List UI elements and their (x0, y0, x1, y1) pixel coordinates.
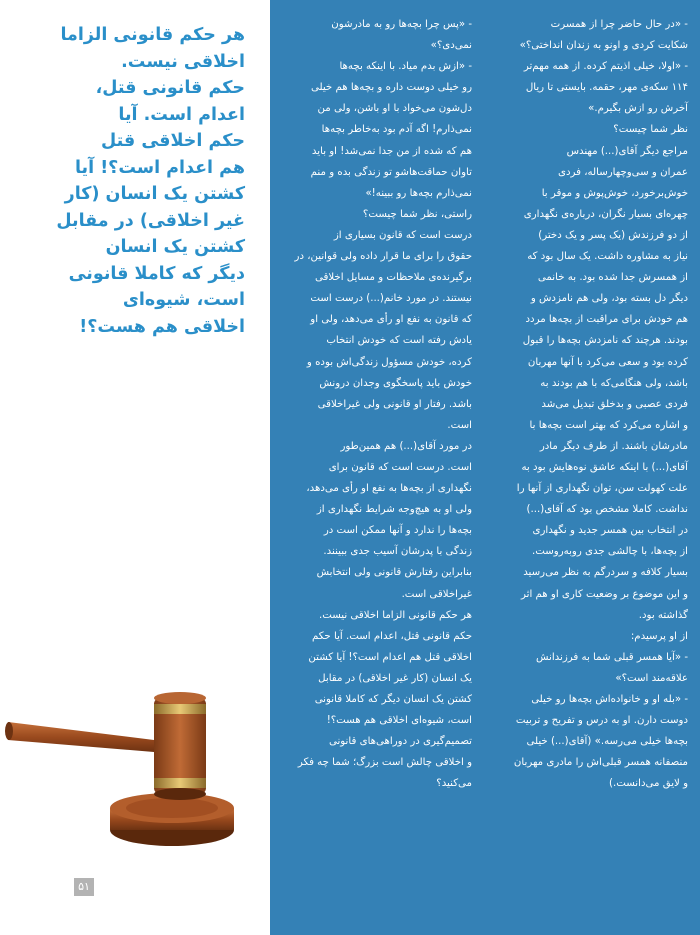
text-line: نیستند. در مورد خانم(...) درست است (310, 293, 472, 305)
text-line: برگیرنده‌ی ملاحظات و مسایل اخلاقی (314, 272, 472, 284)
text-line: - «اولا، خیلی اذیتم کرده. از همه مهم‌تر (523, 61, 688, 73)
text-line: خودش باید پاسخگوی وجدان درونش (319, 377, 472, 389)
text-line: است. (447, 419, 472, 431)
text-line: مادرشان باشند. از طرف دیگر مادر (539, 440, 688, 452)
text-line: گذاشته بود. (638, 609, 688, 621)
pull-quote-line: کشتن یک انسان (105, 237, 245, 257)
text-line: و اخلاقی چالش است بزرگ؛ شما چه فکر (297, 757, 472, 769)
text-line: - «ازش بدم میاد. با اینکه بچه‌ها (339, 61, 472, 73)
text-column-left (287, 14, 472, 794)
text-line: که قانون به نفع او رأی می‌دهد، ولی او (310, 314, 472, 326)
text-line: خوش‌برخورد، خوش‌پوش و موقر با (541, 187, 688, 199)
text-line: زندگی با پدرشان آسیب جدی ببینند. (323, 546, 472, 558)
text-line: باشد، ولی هنگامی‌که با هم بودند به (540, 377, 688, 389)
text-line: نیاز به مشاوره داشت. یک سال بود که (527, 251, 688, 263)
text-line: رو خیلی دوست داره و بچه‌ها هم خیلی (310, 82, 472, 94)
text-line: باشد. رفتار او قانونی ولی غیراخلاقی (317, 398, 472, 410)
pull-quote-line: اخلاقی نیست. (121, 51, 245, 72)
text-line: از او پرسیدم: (630, 630, 688, 642)
text-line: فردی عصبی و بدخلق تبدیل می‌شد (541, 398, 688, 410)
text-line: شکایت کردی و اونو به زندان انداختی؟» (519, 40, 688, 52)
text-line: علت کهولت سن، توان نگهداری از آنها را (516, 483, 688, 495)
text-line: حقوق را برای ما قرار داده ولی قوانین، در (294, 251, 472, 263)
text-line: آقای(...) با اینکه عاشق نوه‌هایش بود به (521, 461, 688, 473)
pull-quote-line: اعدام است. آیا (118, 104, 245, 125)
text-line: و اشاره می‌کرد که بهتر است بچه‌ها با (529, 419, 688, 431)
text-line: نگهداری از بچه‌ها به نفع او رأی می‌دهد، (306, 483, 472, 495)
text-line: چهره‌ای بسیار نگران، درباره‌ی نگهداری (523, 208, 688, 220)
pull-quote (40, 22, 245, 340)
text-line: هم خودش برای مراقبت از بچه‌ها مردد (525, 314, 688, 326)
text-line: کرده، خودش مسؤول زندگی‌اش بوده و (306, 356, 472, 368)
text-line: از دو فرزندش (یک پسر و یک دختر) (538, 229, 688, 241)
pull-quote-line: هم اعدام است؟! آیا (74, 157, 245, 178)
text-line: کشتن یک انسان دیگر که کاملا قانونی (314, 694, 472, 705)
article-panel (270, 0, 700, 935)
text-line: نمی‌ذارم! اگه آدم بود به‌خاطر بچه‌ها (321, 124, 472, 136)
text-line: در انتخاب بین همسر جدید و نگهداری (532, 525, 688, 537)
text-line: مراجع دیگر آقای(...) مهندس (566, 145, 688, 157)
gavel-illustration (4, 658, 256, 858)
text-line: بسیار کلافه و سردرگم به نظر می‌رسید (523, 567, 688, 579)
text-line: غیراخلاقی است. (401, 588, 472, 600)
text-line: از بچه‌ها، با چالشی جدی روبه‌روست. (532, 546, 688, 558)
text-line: - «پس چرا بچه‌ها رو به مادرشون (331, 19, 472, 30)
text-line: نمی‌ذارم بچه‌ها رو ببینه!» (365, 187, 472, 199)
text-line: نداشت. کاملا مشخص بود که آقای(...) (526, 504, 688, 516)
pull-quote-line: حکم اخلاقی قتل (101, 131, 245, 151)
text-line: یادش رفته است که خودش انتخاب (326, 335, 472, 347)
text-line: حکم قانونی قتل، اعدام است. آیا حکم (312, 630, 472, 642)
text-line: درست است که قانون بسیاری از (333, 229, 472, 241)
text-line: از همسرش جدا شده بود. به خانمی (537, 272, 688, 284)
left-margin-area (0, 0, 270, 935)
text-line: است. درست است که قانون برای (328, 461, 472, 473)
text-line: - «در حال حاضر چرا از همسرت (550, 19, 688, 30)
text-column-right (503, 14, 688, 794)
text-line: علاقه‌مند است؟» (615, 672, 688, 684)
text-line: کرده بود و سعی می‌کرد با آنها مهربان (527, 356, 688, 368)
text-line: اخلاقی قتل هم اعدام است؟! آیا کشتن (308, 651, 472, 663)
text-line: است، شیوه‌ای اخلاقی هم هست؟! (326, 715, 472, 727)
text-line: آخرش رو ازش بگیرم.» (588, 103, 688, 115)
text-line: منصفانه همسر قبلی‌اش را مادری مهربان (513, 757, 688, 769)
text-line: هم که شده از من جدا نمی‌شد! او باید (311, 145, 472, 157)
text-line: بنابراین رفتارش قانونی ولی انتخابش (316, 567, 472, 579)
text-line: نظر شما چیست؟ (613, 124, 688, 136)
pull-quote-line: حکم قانونی قتل، (95, 78, 245, 98)
pull-quote-line: هر حکم قانونی الزاما (60, 25, 245, 45)
pull-quote-line: است، شیوه‌ای (122, 290, 245, 310)
text-line: هر حکم قانونی الزاما اخلاقی نیست. (318, 609, 472, 621)
text-line: - «آیا همسر قبلی شما به فرزندانش (536, 651, 688, 663)
pull-quote-line: دیگر که کاملا قانونی (68, 263, 245, 284)
text-line: یک انسان (کار غیر اخلاقی) در مقابل (318, 672, 472, 684)
pull-quote-line: کشتن یک انسان (کار (64, 184, 245, 204)
text-line: ۱۱۴ سکه‌ی مهر، حقمه. بایستی تا ریال (525, 82, 688, 94)
text-line: تاوان حماقت‌هاشو تو زندگی بده و منم (310, 166, 472, 178)
text-line: بچه‌ها را ندارد و آنها ممکن است در (323, 525, 472, 537)
text-line: و لایق می‌دانست.) (609, 778, 688, 790)
text-line: دیگر دل بسته بود، ولی هم نامزدش و (530, 293, 688, 305)
text-line: می‌کنید؟ (436, 778, 472, 790)
text-line: بچه‌ها خیلی می‌رسه.» (آقای(...) خیلی (526, 736, 688, 748)
text-line: بودند. هرچند که نامزدش بچه‌ها را قبول (522, 335, 688, 347)
text-line: ولی او به هیچ‌وجه شرایط نگهداری از (316, 504, 472, 516)
text-line: نمی‌دی؟» (430, 40, 472, 52)
text-line: راستی، نظر شما چیست؟ (362, 208, 472, 220)
text-line: و این موضوع بر وضعیت کاری او هم اثر (520, 588, 688, 600)
text-line: دوست دارن. او به درس و تفریح و تربیت (515, 715, 688, 727)
text-line: تصمیم‌گیری در دوراهی‌های قانونی (328, 736, 472, 748)
pull-quote-line: غیر اخلاقی) در مقابل (56, 210, 245, 231)
page-number: ۵۱ (74, 878, 94, 896)
text-line: عمران و سی‌وچهارساله، فردی (558, 166, 688, 178)
pull-quote-line: اخلاقی هم هست؟! (79, 316, 245, 337)
text-line: دل‌شون می‌خواد با او باشن، ولی من (317, 103, 472, 115)
text-line: - «بله او و خانواده‌اش بچه‌ها رو خیلی (531, 694, 688, 705)
text-line: در مورد آقای(...) هم همین‌طور (340, 440, 472, 452)
